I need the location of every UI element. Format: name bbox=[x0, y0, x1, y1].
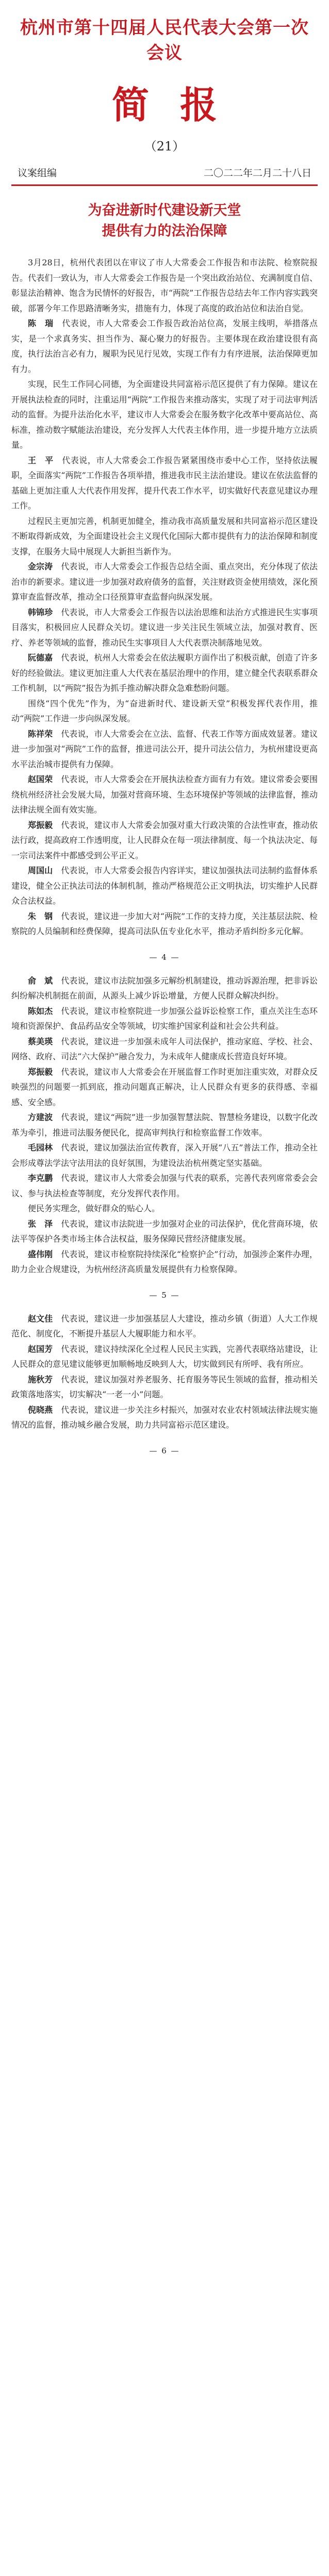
paragraph bbox=[11, 1004, 318, 1034]
paragraph bbox=[11, 726, 318, 772]
paragraph-text: 代表说，建议市人大常委会加强与代表的联系，完善代表列席常委会会议、参与执法检查等制度，充分发挥代表作用。 bbox=[11, 1173, 318, 1198]
paragraph bbox=[11, 973, 318, 1004]
bulletin-page bbox=[11, 10, 318, 1467]
paragraph bbox=[11, 1201, 318, 1216]
paragraph-text: 过程民主更加完善，机制更加健全，推动我市高质量发展和共同富裕示范区建设不断取得新成效，为全面建设社会主义现代化国际大都市提供有力的法治保障和制度支撑，在服务大局中展现人大新担当新作为。 bbox=[11, 516, 318, 556]
paragraph-text: 围绕“四个优先”作为，为“奋进新时代、建设新天堂”积极发挥代表作用，推动“两院”工作进一步向纵深发展。 bbox=[11, 698, 318, 723]
delegate-name: 方建波 bbox=[28, 1112, 53, 1122]
conference-title: 杭州市第十四届人民代表大会第一次会议 bbox=[20, 18, 309, 63]
paragraph-text: 代表说，市人大常委会在立法、监督、代表工作等方面成效显著。建议进一步加强对“两院”工作的监督，推进司法公开，提升司法公信力，为杭州建设更高水平法治城市提供有力保障。 bbox=[11, 728, 318, 769]
delegate-name: 阮德嘉 bbox=[28, 653, 53, 663]
bulletin-meta bbox=[11, 165, 318, 179]
delegate-name: 赵国荣 bbox=[28, 774, 53, 784]
paragraph bbox=[11, 1034, 318, 1064]
delegate-name: 陈 瑞 bbox=[28, 318, 54, 328]
article-title-line-2: 提供有力的法治保障 bbox=[102, 223, 227, 239]
paragraph bbox=[11, 316, 318, 377]
paragraph-text: 代表说，建议加强法治宣传教育，深入开展“八五”普法工作，推动全社会形成尊法学法守法用法的良好氛围，为建设法治杭州奠定坚实基础。 bbox=[11, 1143, 318, 1168]
paragraph bbox=[11, 255, 318, 316]
paragraph-text: 代表说，市人大常委会工作报告政治站位高，发展主线明，举措落点实，是一个求真务实、担当作为、凝心聚力的好报告。主要体现在政治建设很有高度，执行法治言必有力，履职为民见行见效，实现工作有力有序进展，法治保障更加有力。 bbox=[11, 318, 318, 374]
paragraph bbox=[11, 377, 318, 453]
paragraph bbox=[11, 1402, 318, 1433]
paragraph bbox=[11, 650, 318, 696]
paragraph-text: 代表说，建议市人大常委会在开展监督工作时更加注重实效，对群众反映强烈的问题要一抓到底，推动问题真正解决，让人民群众有更多的获得感、幸福感、安全感。 bbox=[11, 1066, 318, 1107]
delegate-name: 赵文佳 bbox=[28, 1313, 53, 1324]
delegate-name: 郑振毅 bbox=[28, 1066, 53, 1077]
paragraph bbox=[11, 1247, 318, 1277]
delegate-name: 李克鹏 bbox=[28, 1173, 53, 1183]
paragraph bbox=[11, 909, 318, 939]
paragraph-text: 代表说，杭州人大常委会在依法履职方面作出了积极贡献，创造了许多好的经验做法。建议更加注重人大代表在基层治理中的作用，建立健全代表联系群众工作机制，以“两院”报告为抓手推动解决群众急难愁盼问题。 bbox=[11, 653, 318, 693]
delegate-name: 蔡美瑛 bbox=[28, 1036, 53, 1046]
delegate-name: 陈如杰 bbox=[28, 1006, 53, 1016]
editor-label: 议案组编 bbox=[18, 167, 57, 179]
paragraph bbox=[11, 605, 318, 651]
paragraph-text: 代表说，建议进一步关注乡村振兴，加强对农业农村领域法律法规实施情况的监督，推动城乡融合发展，助力共同富裕示范区建设。 bbox=[11, 1404, 318, 1430]
paragraph-text: 代表说，建议进一步加强未成年人司法保护，推动家庭、学校、社会、网络、政府、司法“六大保护”融合发力，为未成年人健康成长营造良好环境。 bbox=[11, 1036, 318, 1061]
delegate-name: 周国山 bbox=[28, 866, 53, 875]
delegate-name: 韩锦珍 bbox=[28, 607, 53, 617]
paragraph bbox=[11, 1372, 318, 1402]
delegate-name: 倪晓燕 bbox=[28, 1404, 53, 1415]
delegate-name: 王 平 bbox=[28, 455, 54, 465]
article-body-page-4 bbox=[11, 255, 318, 939]
paragraph bbox=[11, 772, 318, 818]
delegate-name: 张 泽 bbox=[28, 1218, 53, 1229]
paragraph bbox=[11, 514, 318, 560]
paragraph bbox=[11, 1064, 318, 1110]
paragraph-text: 代表说，建议市法院进一步加强对企业的司法保护，优化营商环境，依法平等保护各类市场主体合法权益，服务保障民营经济健康发展。 bbox=[11, 1218, 318, 1244]
article-title-line-1: 为奋进新时代建设新天堂 bbox=[88, 202, 241, 218]
paragraph bbox=[11, 863, 318, 909]
paragraph bbox=[11, 1171, 318, 1201]
paragraph bbox=[11, 696, 318, 726]
paragraph bbox=[11, 1342, 318, 1372]
delegate-name: 陈祥荣 bbox=[28, 728, 53, 739]
delegate-name: 郑振毅 bbox=[28, 820, 53, 830]
delegate-name: 赵国芳 bbox=[28, 1344, 53, 1354]
paragraph-text: 代表说，建议市人大常委会加强对重大行政决策的合法性审查，推动依法行政，提高政府工作透明度，让人民群众在每一项法律制度、每一个执法决定、每一宗司法案件中都感受到公平正义。 bbox=[11, 820, 318, 860]
delegate-name: 俞 斌 bbox=[28, 975, 53, 986]
paragraph-text: 3月28日，杭州代表团以在审议了市人大常委会工作报告和市法院、检察院报告。代表们一致认为，市人大常委会工作报告是一个突出政治站位、充满制度自信、彰显法治精神、饱含为民情怀的好报告，市“两院”工作报告总结去年工作内容实践突破，部署今年工作思路清晰务实，措施有力，体现了高度的政治站位和法治自觉。 bbox=[11, 258, 318, 313]
brief-title: 简报 bbox=[111, 83, 248, 127]
paragraph-text: 便民务实理念，做好群众的贴心人。 bbox=[28, 1204, 160, 1213]
page-number: — 4 — bbox=[149, 952, 180, 962]
paragraph-text: 代表说，市人大常委会报告内容详实，建议加强执法司法制约监督体系建设，健全公正执法司法的体制机制，推动严格规范公正文明执法，切实维护人民群众合法权益。 bbox=[11, 866, 318, 906]
header-divider bbox=[11, 184, 318, 186]
paragraph-text: 代表说，市人大常委会工作报告总结全面、重点突出，充分体现了依法治市的新要求。建议进一步加强对政府债务的监督，关注财政资金使用绩效，深化预算审查监督改革，推动全口径预算审查监督向纵深发展。 bbox=[11, 562, 318, 602]
article-body-page-5 bbox=[11, 973, 318, 1277]
delegate-name: 盛伟刚 bbox=[28, 1249, 53, 1259]
paragraph-text: 代表说，建议“两院”进一步加强智慧法院、智慧检务建设，以数字化改革为牵引，推进司法服务便民化，提高审判执行和检察监督工作效率。 bbox=[11, 1112, 318, 1138]
page-number: — 5 — bbox=[149, 1290, 180, 1300]
paragraph-text: 代表说，建议进一步加强基层人大建设，推动乡镇（街道）人大工作规范化、制度化，不断提升基层人大履职能力和水平。 bbox=[11, 1313, 318, 1338]
paragraph-text: 代表说，建议市检察院进一步加强公益诉讼检察工作，重点关注生态环境和资源保护、食品药品安全等领域，切实维护国家利益和社会公共利益。 bbox=[11, 1006, 318, 1031]
issue-date: 二〇二二年二月二十八日 bbox=[203, 167, 311, 179]
paragraph bbox=[11, 1311, 318, 1342]
delegate-name: 金宗涛 bbox=[28, 562, 53, 571]
paragraph bbox=[11, 1216, 318, 1247]
delegate-name: 朱 钢 bbox=[28, 911, 53, 921]
paragraph-text: 代表说，建议进一步加大对“两院”工作的支持力度，关注基层法院、检察院的人员编制和经费保障，提高司法队伍专业化水平，推动矛盾纠纷多元化解。 bbox=[11, 911, 318, 936]
paragraph-text: 实现，民生工作同心同德，为全面建设共同富裕示范区提供了有力保障。建议在开展执法检查的同时，注重运用“两院”工作报告来推动落实，实现了对于司法审判活动的监督。为提升法治化水平，建议市人大常委会在服务数字化改革中要高站位、高标准，推动数字赋能法治建设，充分发挥人大代表主体作用，进一步提升地方立法质量。 bbox=[11, 379, 318, 450]
issue-number: （21） bbox=[144, 139, 185, 154]
delegate-name: 施秋芳 bbox=[28, 1374, 53, 1384]
paragraph-text: 代表说，建议持续深化全过程人民民主实践，完善代表联络站建设，让人民群众的意见建议能够更加顺畅地反映到人大，切实做到民有所呼、我有所应。 bbox=[11, 1344, 318, 1369]
paragraph bbox=[11, 1110, 318, 1140]
paragraph-text: 代表说，建议加强对养老服务、托育服务等民生领域的监督，推动相关政策落地落实，切实解决“一老一小”问题。 bbox=[11, 1374, 318, 1399]
paragraph-text: 代表说，建议市法院加强多元解纷机制建设，推动诉源治理，把非诉讼纠纷解决机制挺在前面，从源头上减少诉讼增量，方便人民群众解决纠纷。 bbox=[11, 975, 318, 1001]
paragraph bbox=[11, 1140, 318, 1171]
article-title bbox=[11, 200, 318, 242]
paragraph-text: 代表说，市人大常委会工作报告以法治思维和法治方式推进民生实事项目落实，积极回应人民群众关切。建议进一步关注民生领域立法，加强对教育、医疗、养老等领域的监督，推动民生实事项目人大代表票决制落地见效。 bbox=[11, 607, 318, 648]
paragraph bbox=[11, 818, 318, 863]
paragraph-text: 代表说，市人大常委会在开展执法检查方面有力有效。建议常委会要围绕杭州经济社会发展大局，加强对营商环境、生态环境保护等领域的法律监督，推动法律法规全面有效实施。 bbox=[11, 774, 318, 815]
delegate-name: 毛园林 bbox=[28, 1143, 53, 1153]
paragraph bbox=[11, 453, 318, 514]
paragraph-text: 代表说，市人大常委会工作报告紧紧围绕市委中心工作，坚持依法履职，全面落实“两院”工作报告各项举措，推进我市民主法治建设。建议在依法监督的基础上更加注重人大代表作用发挥，提升代表工作水平，切实做好代表意见建议办理工作。 bbox=[11, 455, 318, 511]
paragraph bbox=[11, 559, 318, 605]
page-number: — 6 — bbox=[149, 1446, 180, 1455]
article-body-page-6 bbox=[11, 1311, 318, 1433]
paragraph-text: 代表说，建议市检察院持续深化“检察护企”行动，加强涉企案件办理，助力企业合规建设，为杭州经济高质量发展提供有力检察保障。 bbox=[11, 1249, 318, 1274]
